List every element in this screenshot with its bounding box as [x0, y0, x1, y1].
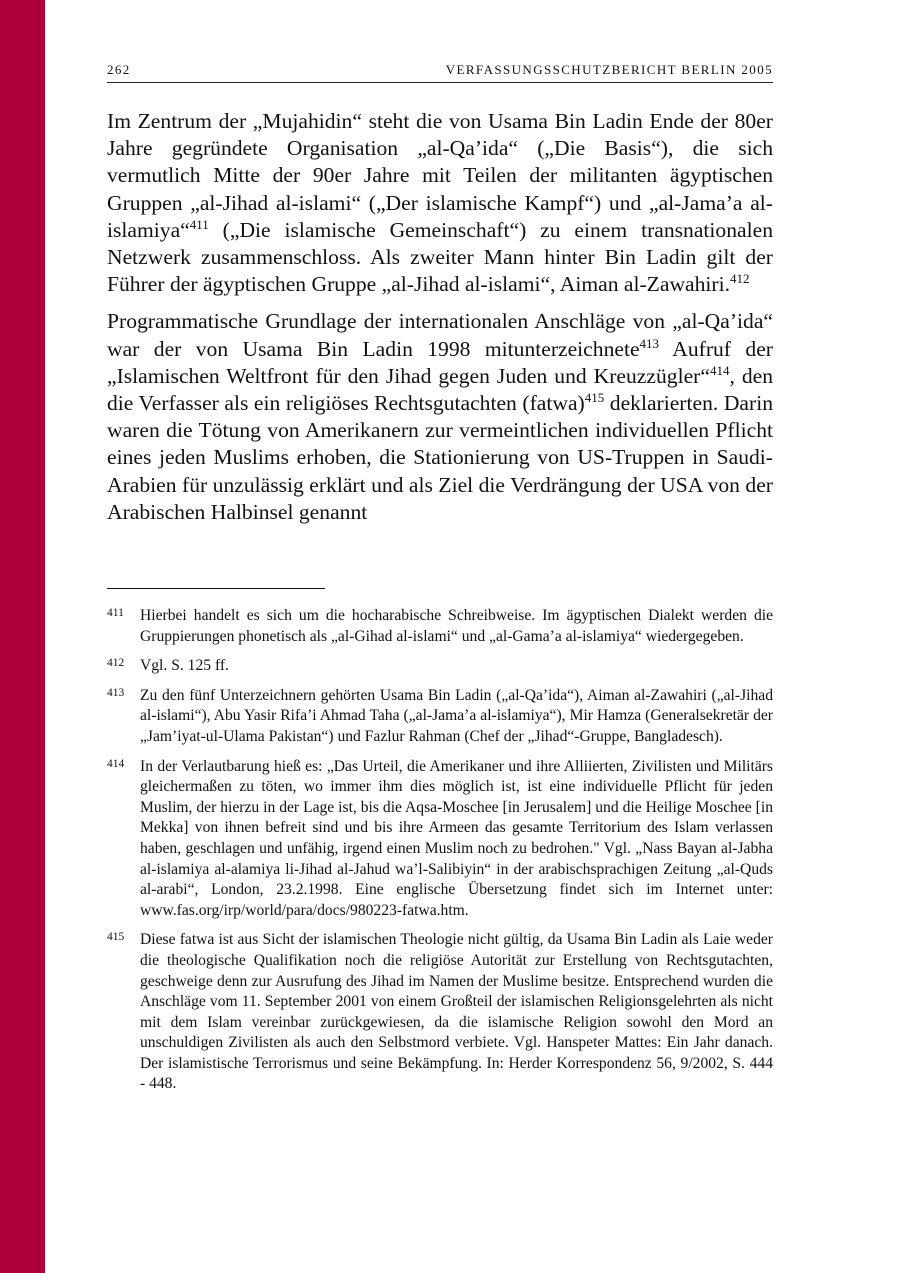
footnote-ref-414[interactable]: 414	[709, 362, 730, 378]
footnote-text: In der Verlautbarung hieß es: „Das Urteil, die Amerikaner und ihre Alliierten, Zivilisten und Militärs gleichermaßen zu töten, wo immer ihm dies möglich ist, ist eine individuelle Pflicht für jeden Muslim, der hierzu in der Lage ist, bis die Aqsa-Moschee [in Jerusalem] und die Heilige Moschee [in Mekka] von ihnen befreit sind und bis ihre Armeen das gesamte Territorium des Islam verlassen haben, geschlagen und unfähig, irgend einen Muslim noch zu bedrohen." Vgl. „Nass Bayan al-Jabha al-islamiya al-alamiya li-Jihad al-Jahud wa’l-Salibiyin“ in der arabischsprachigen Zeitung „al-Quds al-arabi“, London, 23.2.1998. Eine englische Übersetzung findet sich im Internet unter: www.fas.org/irp/world/para/docs/980223-fatwa.htm.	[140, 757, 773, 919]
footnote-413	[107, 686, 773, 748]
footnote-415	[107, 930, 773, 1095]
page-header	[107, 62, 773, 83]
page-number: 262	[107, 62, 131, 77]
paragraph-1	[107, 108, 773, 298]
main-text	[107, 108, 773, 536]
paragraph-1-text-a: Im Zentrum der „Mujahidin“ steht die von Usama Bin Ladin Ende der 80er Jahre gegründete Organisation „al-Qa’ida“ („Die Basis“), die sich vermutlich Mitte der 90er Jahre mit Teilen der militanten ägyptischen Gruppen „al-Jihad al-islami“ („Der islamische Kampf“) und „al-Jama’a al-islamiya“	[107, 109, 773, 242]
running-title: VERFASSUNGSSCHUTZBERICHT BERLIN 2005	[445, 62, 773, 77]
footnote-ref-411[interactable]: 411	[189, 216, 209, 232]
paragraph-1-text-b: („Die islamische Gemeinschaft“) zu einem transnationalen Netzwerk zusammenschloss. Als zweiter Mann hinter Bin Ladin gilt der Führer der ägyptischen Gruppe „al-Jihad al-islami“, Aiman al-Zawahiri.	[107, 217, 773, 297]
paragraph-2-text-d: deklarierten. Darin waren die Tötung von Amerikanern zur vermeintlichen individuellen Pflicht eines jeden Muslims erhoben, die Stationierung von US-Truppen in Saudi-Arabien für unzulässig erklärt und als Ziel die Verdrängung der USA von der Arabischen Halbinsel genannt	[107, 391, 773, 524]
footnote-411	[107, 606, 773, 647]
footnote-number: 415	[107, 931, 125, 944]
footnote-text: Diese fatwa ist aus Sicht der islamischen Theologie nicht gültig, da Usama Bin Ladin als Laie weder die theologische Qualifikation noch die religiöse Autorität zur Erstellung von Rechtsgutachten, geschweige denn zur Ausrufung des Jihad im Namen der Muslime besitze. Entsprechend wurden die Anschläge vom 11. September 2001 von einem Großteil der islamischen Religionsgelehrten als nicht mit dem Islam vereinbar zurückgewiesen, da die islamische Religion sowohl den Mord an unschuldigen Zivilisten als auch den Selbstmord verbiete. Vgl. Hanspeter Mattes: Ein Jahr danach. Der islamistische Terrorismus und seine Bekämpfung. In: Herder Korrespondenz 56, 9/2002, S. 444 - 448.	[140, 931, 773, 1093]
footnote-text: Zu den fünf Unterzeichnern gehörten Usama Bin Ladin („al-Qa’ida“), Aiman al-Zawahiri („al-Jihad al-islami“), Abu Yasir Rifa’i Ahmad Taha („al-Jama’a al-islamiya“), Mir Hamza (Generalsekretär der „Jam’iyat-ul-Ulama Pakistan“) und Fazlur Rahman (Chef der „Jihad“-Gruppe, Bangladesch).	[140, 686, 773, 745]
footnote-separator	[107, 588, 325, 589]
paragraph-2	[107, 308, 773, 526]
footnote-number: 414	[107, 757, 125, 770]
footnote-ref-413[interactable]: 413	[639, 335, 660, 351]
footnote-number: 412	[107, 657, 125, 670]
footnotes	[107, 606, 773, 1104]
footnote-414	[107, 757, 773, 922]
footnote-number: 411	[107, 607, 124, 619]
paragraph-2-text-a: Programmatische Grundlage der internationalen Anschläge von „al-Qa’ida“ war der von Usama Bin Ladin 1998 mitunterzeichnete	[107, 309, 773, 361]
footnote-number: 413	[107, 686, 125, 699]
footnote-text: Vgl. S. 125 ff.	[140, 657, 229, 675]
footnote-ref-415[interactable]: 415	[584, 389, 605, 405]
footnote-412	[107, 656, 773, 677]
footnote-text: Hierbei handelt es sich um die hocharabische Schreibweise. Im ägyptischen Dialekt werden die Gruppierungen phonetisch als „al-Gihad al-islami“ und „al-Gama’a al-islamiya“ wiedergegeben.	[140, 607, 773, 645]
side-color-bar	[0, 0, 45, 1273]
footnote-ref-412[interactable]: 412	[730, 271, 750, 287]
paragraph-2-text-b: Aufruf der „Islamischen Weltfront für den Jihad gegen Juden und Kreuzzügler“	[107, 336, 773, 388]
paragraph-2-text-c: , den die Verfasser als ein religiöses Rechtsgutachten (fatwa)	[107, 363, 773, 416]
